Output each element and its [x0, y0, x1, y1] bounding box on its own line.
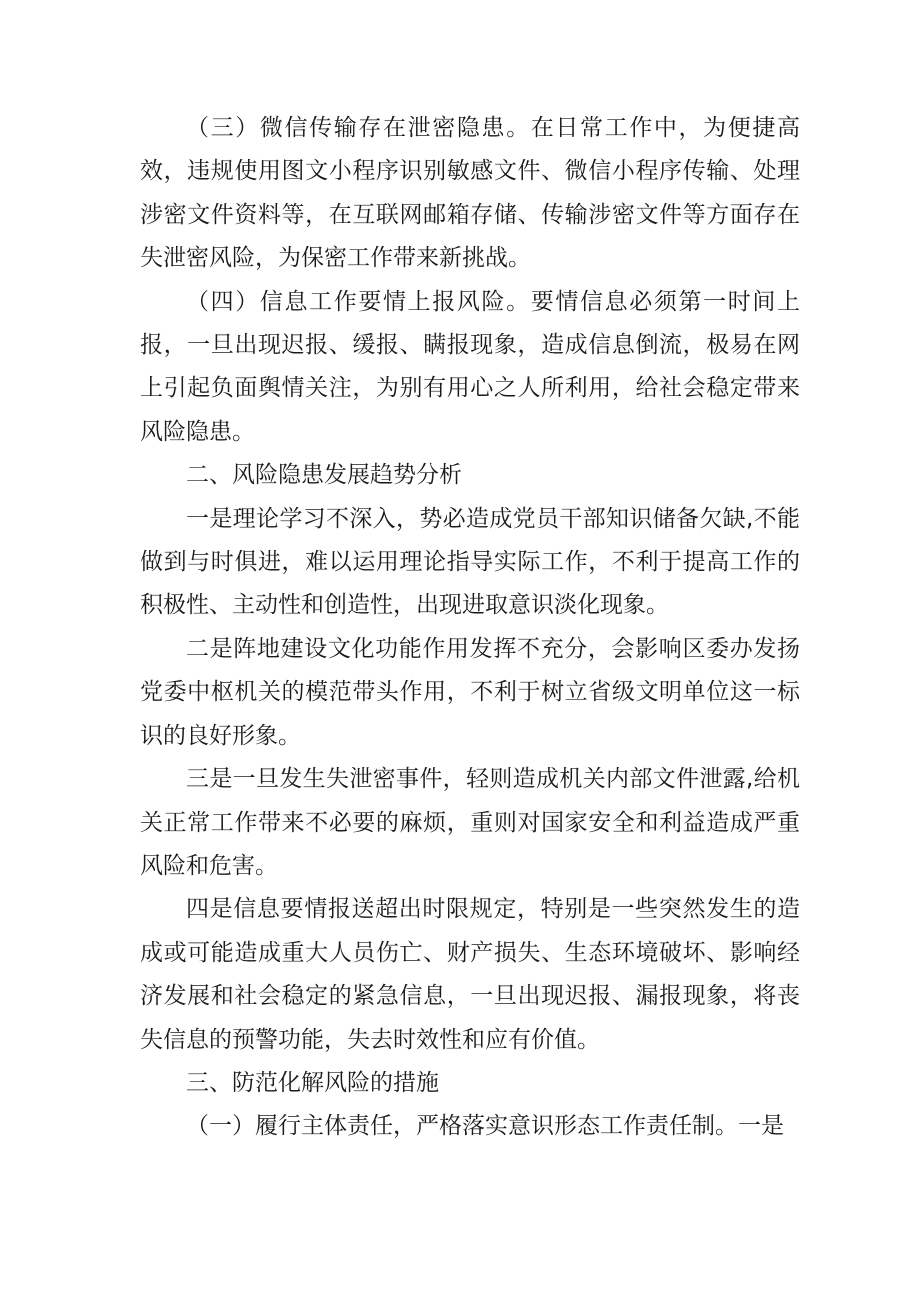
paragraph-trend-one: 一是理论学习不深入，势必造成党员干部知识储备欠缺,不能做到与时俱进，难以运用理论指导实际工作，不利于提高工作的积极性、主动性和创造性，出现进取意识淡化现象。 — [140, 505, 800, 619]
heading-prevention-measures: 三、防范化解风险的措施 — [186, 1069, 439, 1096]
paragraph-trend-four: 四是信息要情报送超出时限规定，特别是一些突然发生的造成或可能造成重大人员伤亡、财产损失、生态环境破坏、影响经济发展和社会稳定的紧急信息，一旦出现迟报、漏报现象，将丧失信息的预警功能，失去时效性和应有价值。 — [140, 896, 800, 1053]
paragraph-trend-three: 三是一旦发生失泄密事件，轻则造成机关内部文件泄露,给机关正常工作带来不必要的麻烦，重则对国家安全和利益造成严重风险和危害。 — [140, 766, 800, 879]
paragraph-section-four-reporting: （四）信息工作要情上报风险。要情信息必须第一时间上报，一旦出现迟报、缓报、瞒报现象，造成信息倒流，极易在网上引起负面舆情关注，为别有用心之人所利用，给社会稳定带来风险隐患。 — [140, 288, 800, 445]
paragraph-section-three-wechat: （三）微信传输存在泄密隐患。在日常工作中，为便捷高效，违规使用图文小程序识别敏感文件、微信小程序传输、处理涉密文件资料等，在互联网邮箱存储、传输涉密文件等方面存在失泄密风险，为保密工作带来新挑战。 — [140, 115, 800, 272]
document-body — [140, 107, 800, 1149]
paragraph-trend-two: 二是阵地建设文化功能作用发挥不充分，会影响区委办发扬党委中枢机关的模范带头作用，不利于树立省级文明单位这一标识的良好形象。 — [140, 635, 800, 749]
heading-trend-analysis: 二、风险隐患发展趋势分析 — [186, 462, 462, 489]
paragraph-measure-one: （一）履行主体责任，严格落实意识形态工作责任制。一是 — [186, 1113, 784, 1140]
